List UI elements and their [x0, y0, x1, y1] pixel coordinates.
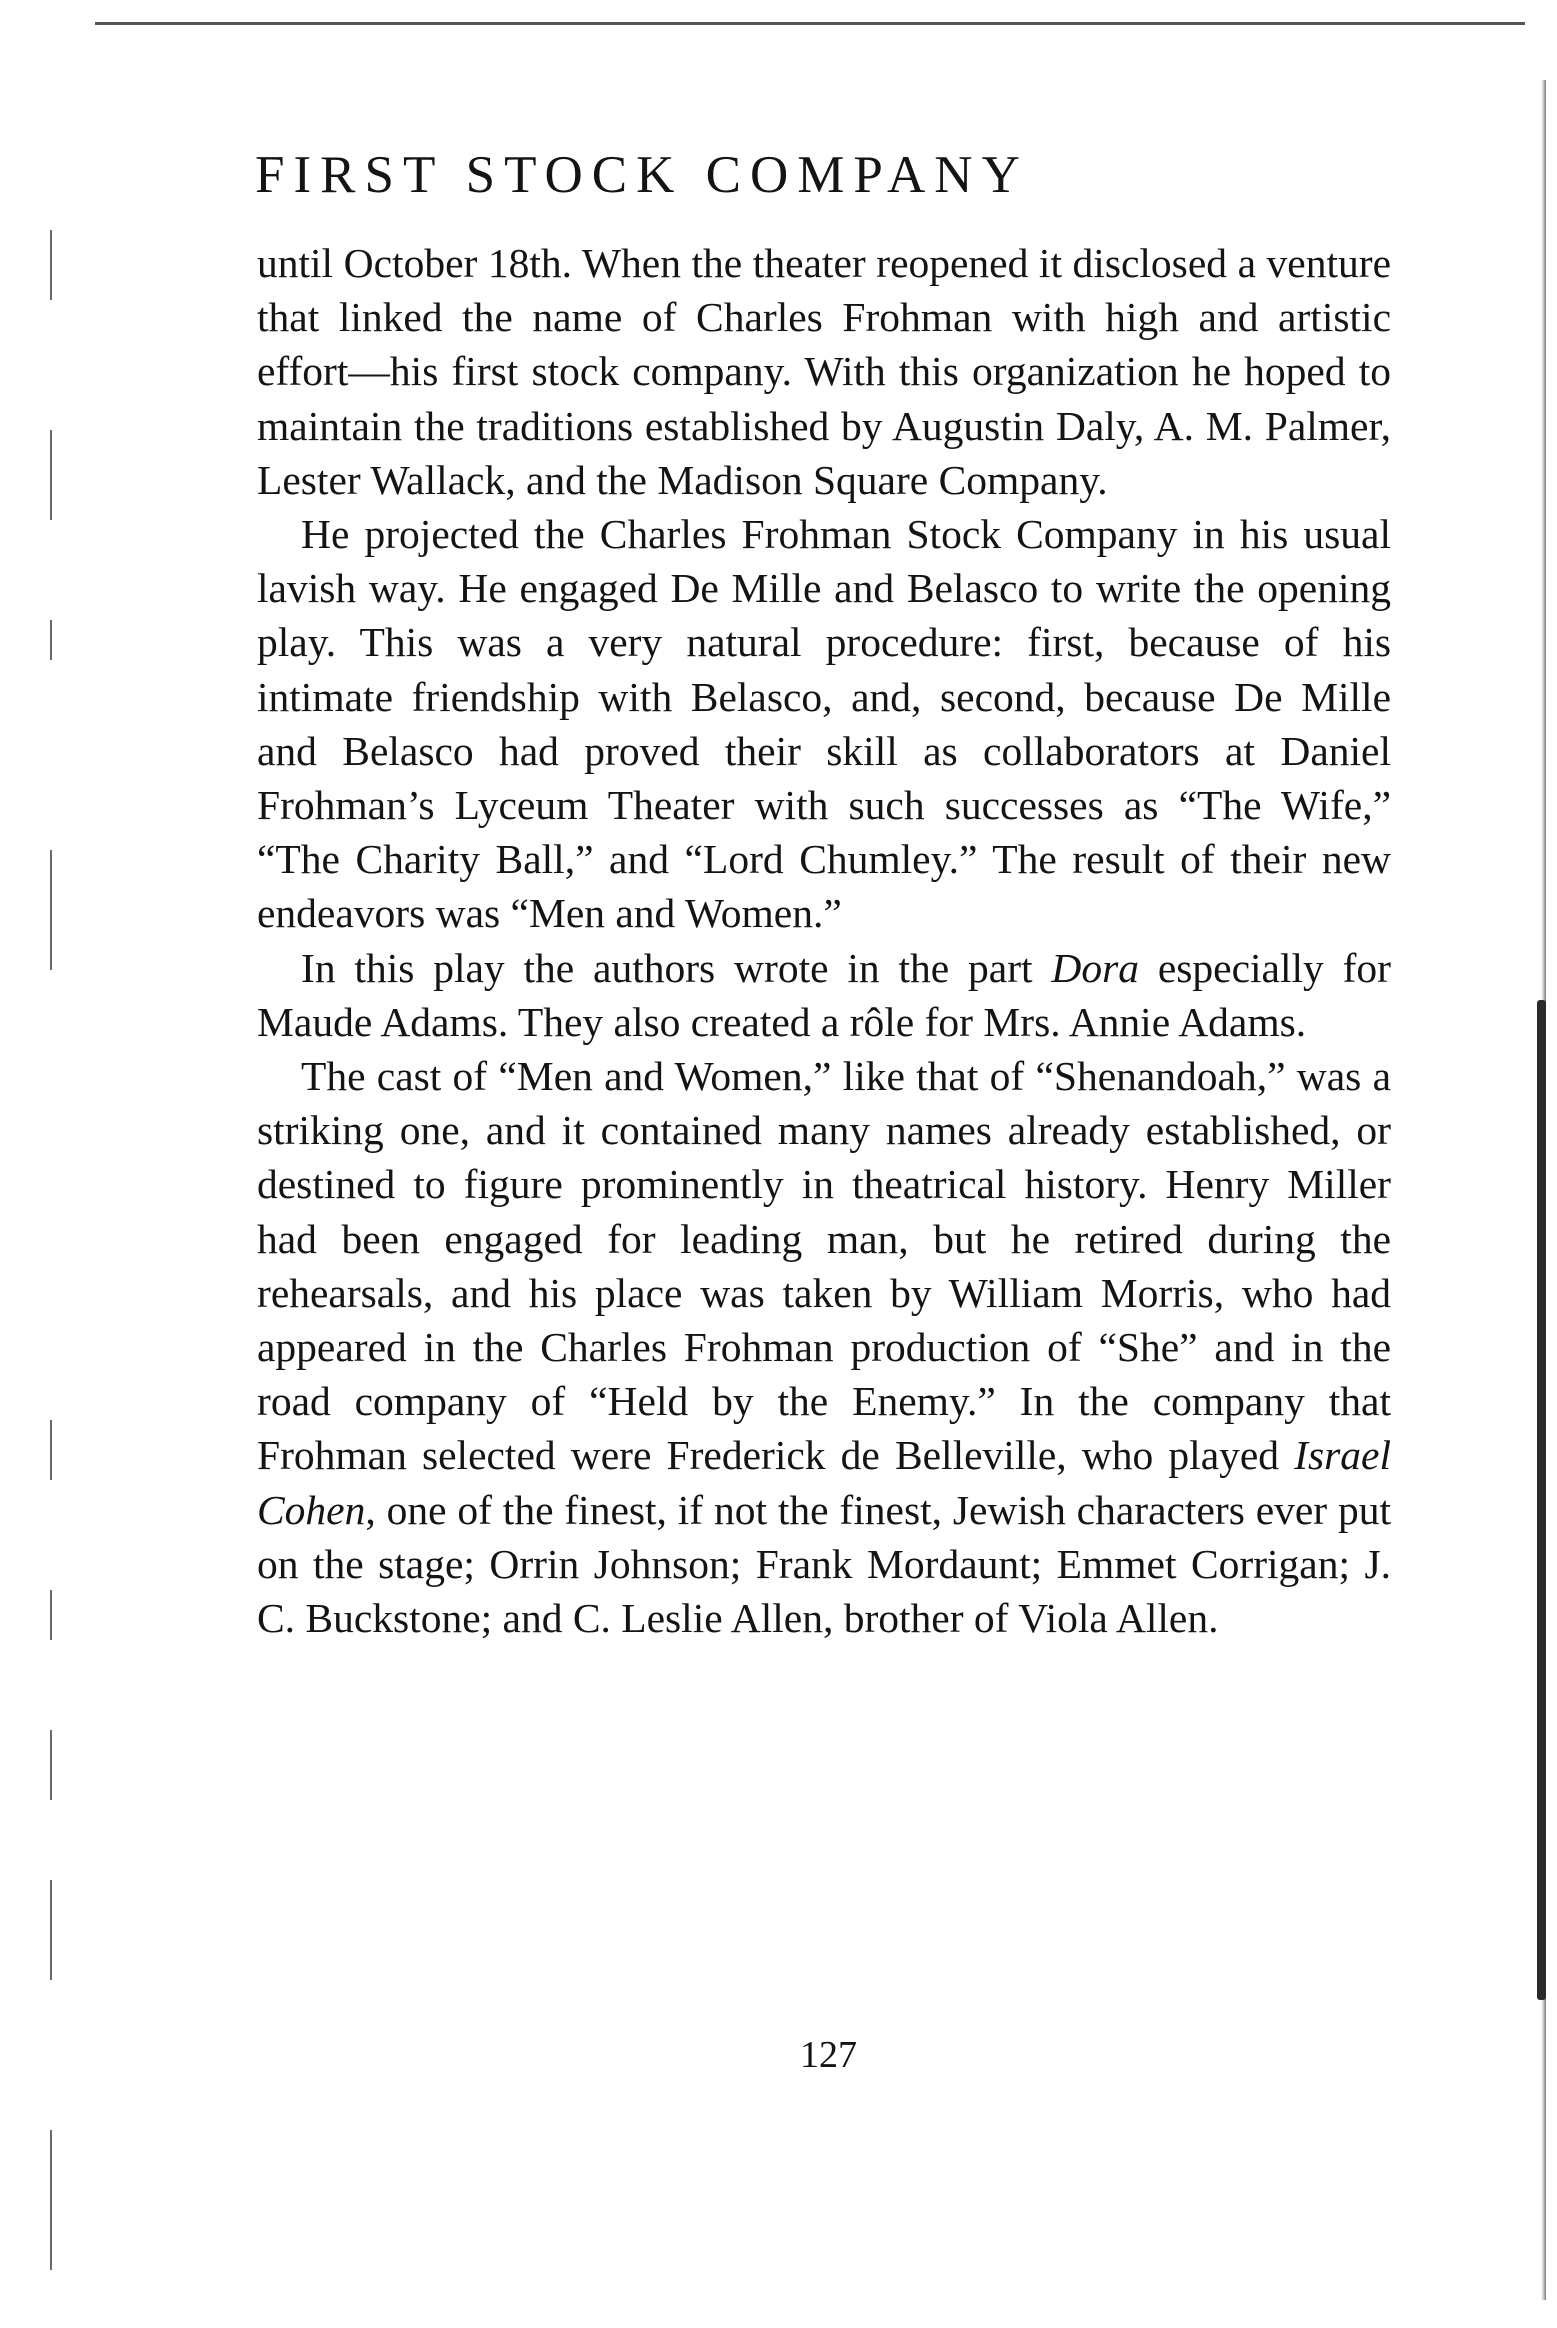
paragraph-text: until October 18th. When the theater reopened it disclosed a venture that linked the name of Charles Frohman with high and artistic effort—his first stock company. With this organization he hoped to maintain the traditions established by Augustin Daly, A. M. Palmer, Lester Wallack, and the Madison Square Company. — [257, 240, 1391, 503]
paragraph — [257, 941, 1391, 1049]
paragraph-text: especially for Maude Adams. They also created a rôle for Mrs. Annie Adams. — [257, 944, 1392, 1045]
paragraph-text: The cast of “Men and Women,” like that of “Shenandoah,” was a striking one, and it contained many names already established, or destined to figure prominently in theatrical history. Henry Miller had been engaged for leading man, but he retired during the rehearsals, and his place was taken by William Morris, who had appeared in the Charles Frohman production of “She” and in the road company of “Held by the Enemy.” In the company that Frohman selected were Frederick de Belleville, who played — [257, 1053, 1391, 1479]
scan-left-mark — [50, 1420, 52, 1480]
scan-left-mark — [50, 230, 52, 300]
italic-text: Israel Cohen — [257, 1432, 1391, 1533]
scan-left-mark — [50, 1730, 52, 1800]
scan-left-mark — [50, 620, 52, 660]
running-head: FIRST STOCK COMPANY — [255, 146, 1029, 204]
paragraph — [257, 507, 1391, 941]
italic-text: Dora — [1051, 944, 1140, 991]
paragraph-text: In this play the authors wrote in the part — [301, 944, 1052, 991]
scan-right-edge-shadow — [1537, 1000, 1546, 2000]
paragraph-text: He projected the Charles Frohman Stock Company in his usual lavish way. He engaged De Mille and Belasco to write the opening play. This was a very natural procedure: first, because of his intimate friendship with Belasco, and, second, because De Mille and Belasco had proved their skill as collaborators at Daniel Frohman’s Lyceum Theater with such successes as “The Wife,” “The Charity Ball,” and “Lord Chumley.” The result of their new endeavors was “Men and Women.” — [257, 511, 1391, 937]
scan-left-mark — [50, 430, 52, 520]
paragraph-text: , one of the finest, if not the finest, Jewish characters ever put on the stage; Orrin Johnson; Frank Mordaunt; Emmet Corrigan; J. C. Buckstone; and C. Leslie Allen, brother of Viola Allen. — [257, 1486, 1391, 1642]
scan-left-mark — [50, 1880, 52, 1980]
scan-top-rule — [95, 22, 1525, 25]
scan-left-mark — [50, 1590, 52, 1640]
page-number: 127 — [800, 2034, 857, 2076]
scan-left-mark — [50, 850, 52, 970]
body-text — [257, 236, 1391, 1645]
paragraph — [257, 1049, 1391, 1645]
paragraph — [257, 236, 1391, 507]
scan-left-mark — [50, 2130, 52, 2270]
